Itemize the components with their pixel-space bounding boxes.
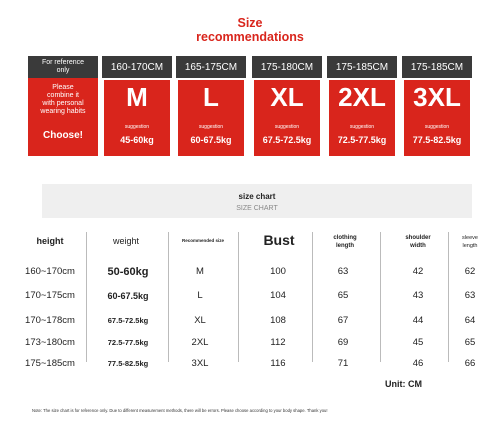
size-card-suggestion: suggestion: [274, 124, 300, 130]
cell-weight: 50-60kg: [107, 266, 149, 278]
cell-height: 173~180cm: [25, 337, 75, 348]
table-row: [0, 315, 500, 335]
header-shoulder-2: width: [410, 243, 426, 249]
header-bust: Bust: [263, 232, 295, 248]
size-card-3xl: [402, 56, 472, 156]
cell-length: 71: [337, 358, 349, 369]
title-line-2: recommendations: [196, 30, 304, 44]
size-card-body: [404, 80, 470, 156]
cell-length: 69: [337, 337, 349, 348]
reference-note-line-4: wearing habits: [40, 108, 86, 115]
reference-card-body: [28, 78, 98, 156]
reference-card: [28, 56, 98, 156]
reference-head-line-1: For reference: [41, 59, 85, 66]
size-card-height: 160-170CM: [102, 56, 172, 78]
cell-height: 160~170cm: [25, 266, 75, 277]
size-card-size: M: [126, 82, 148, 112]
page-title: [0, 16, 500, 44]
cell-weight: 77.5-82.5kg: [107, 359, 149, 368]
size-card-suggestion: suggestion: [424, 124, 450, 130]
cell-shoulder: 43: [412, 290, 424, 301]
size-card-height: 175-185CM: [402, 56, 472, 78]
size-chart-title: size chart: [238, 192, 276, 201]
size-card-suggestion: suggestion: [124, 124, 150, 130]
reference-note-line-1: Please: [52, 84, 74, 91]
size-card-suggestion: suggestion: [349, 124, 375, 130]
size-card-size: L: [203, 82, 219, 112]
size-card-height: 175-180CM: [252, 56, 322, 78]
cell-shoulder: 44: [412, 315, 424, 326]
size-card-height: 175-185CM: [327, 56, 397, 78]
cell-size: L: [197, 290, 203, 301]
size-card-weight: 67.5-72.5kg: [262, 135, 312, 145]
table-row: [0, 266, 500, 286]
header-height: height: [36, 236, 64, 246]
cell-height: 170~178cm: [25, 315, 75, 326]
cell-bust: 100: [270, 266, 286, 277]
header-sleeve-2: length: [462, 243, 478, 249]
cell-weight: 72.5-77.5kg: [107, 338, 149, 347]
size-card-weight: 72.5-77.5kg: [337, 135, 387, 145]
size-card-size: 2XL: [338, 82, 386, 112]
reference-choose: Choose!: [43, 130, 83, 141]
size-card-size: XL: [270, 82, 304, 112]
table-row: [0, 337, 500, 357]
size-card-weight: 60-67.5kg: [190, 135, 232, 145]
cell-bust: 108: [270, 315, 286, 326]
cell-bust: 112: [270, 337, 286, 348]
table-header: [0, 230, 500, 260]
size-card-body: [104, 80, 170, 156]
cell-shoulder: 45: [412, 337, 424, 348]
cell-shoulder: 46: [412, 358, 424, 369]
header-shoulder-1: shoulder: [405, 235, 431, 241]
cell-bust: 116: [270, 358, 286, 369]
reference-note-line-3: with personal: [42, 100, 84, 107]
size-recommendation-cards: [28, 56, 472, 156]
table-row: [0, 358, 500, 378]
title-line-1: Size: [237, 16, 263, 30]
reference-note: [28, 84, 98, 116]
cell-sleeve: 64: [464, 315, 476, 326]
size-card-suggestion: suggestion: [198, 124, 224, 130]
cell-height: 175~185cm: [25, 358, 75, 369]
reference-card-header: [28, 56, 98, 78]
cell-sleeve: 66: [464, 358, 476, 369]
header-clothing-length: [318, 234, 372, 250]
cell-sleeve: 62: [464, 266, 476, 277]
size-card-height: 165-175CM: [176, 56, 246, 78]
header-shoulder-width: [390, 234, 446, 250]
cell-weight: 67.5-72.5kg: [107, 316, 149, 325]
size-card-2xl: [327, 56, 397, 156]
size-chart-subtitle: SIZE CHART: [236, 205, 278, 212]
size-card-weight: 77.5-82.5kg: [412, 135, 462, 145]
reference-note-line-2: combine it: [47, 92, 79, 99]
size-card-size: 3XL: [413, 82, 461, 112]
size-card-body: [329, 80, 395, 156]
header-clothing-length-1: clothing: [333, 235, 357, 241]
cell-size: 2XL: [191, 337, 209, 348]
cell-length: 65: [337, 290, 349, 301]
cell-weight: 60-67.5kg: [107, 291, 149, 301]
cell-size: XL: [194, 315, 206, 326]
size-card-m: [102, 56, 172, 156]
header-sleeve-1: sleeve: [462, 235, 478, 241]
cell-size: 3XL: [191, 358, 209, 369]
header-recommended-size: Recommended size: [181, 238, 224, 243]
size-card-weight: 45-60kg: [120, 135, 154, 145]
unit-label: Unit: CM: [385, 379, 422, 389]
cell-sleeve: 65: [464, 337, 476, 348]
cell-height: 170~175cm: [25, 290, 75, 301]
size-card-body: [178, 80, 244, 156]
cell-length: 63: [337, 266, 349, 277]
header-clothing-length-2: length: [336, 243, 354, 249]
footnote: Note: The size chart is for reference only. Due to different measurement methods, there will be errors. Please choose according to your body shape. Thank you!: [32, 408, 328, 413]
cell-length: 67: [337, 315, 349, 326]
size-chart-banner: [42, 184, 472, 218]
cell-bust: 104: [270, 290, 286, 301]
cell-sleeve: 63: [464, 290, 476, 301]
size-card-body: [254, 80, 320, 156]
header-sleeve-length: [450, 234, 490, 250]
cell-size: M: [196, 266, 204, 277]
reference-head-line-2: only: [56, 67, 70, 74]
header-weight: weight: [112, 236, 139, 246]
cell-shoulder: 42: [412, 266, 424, 277]
size-card-l: [176, 56, 246, 156]
size-card-xl: [252, 56, 322, 156]
table-row: [0, 290, 500, 310]
